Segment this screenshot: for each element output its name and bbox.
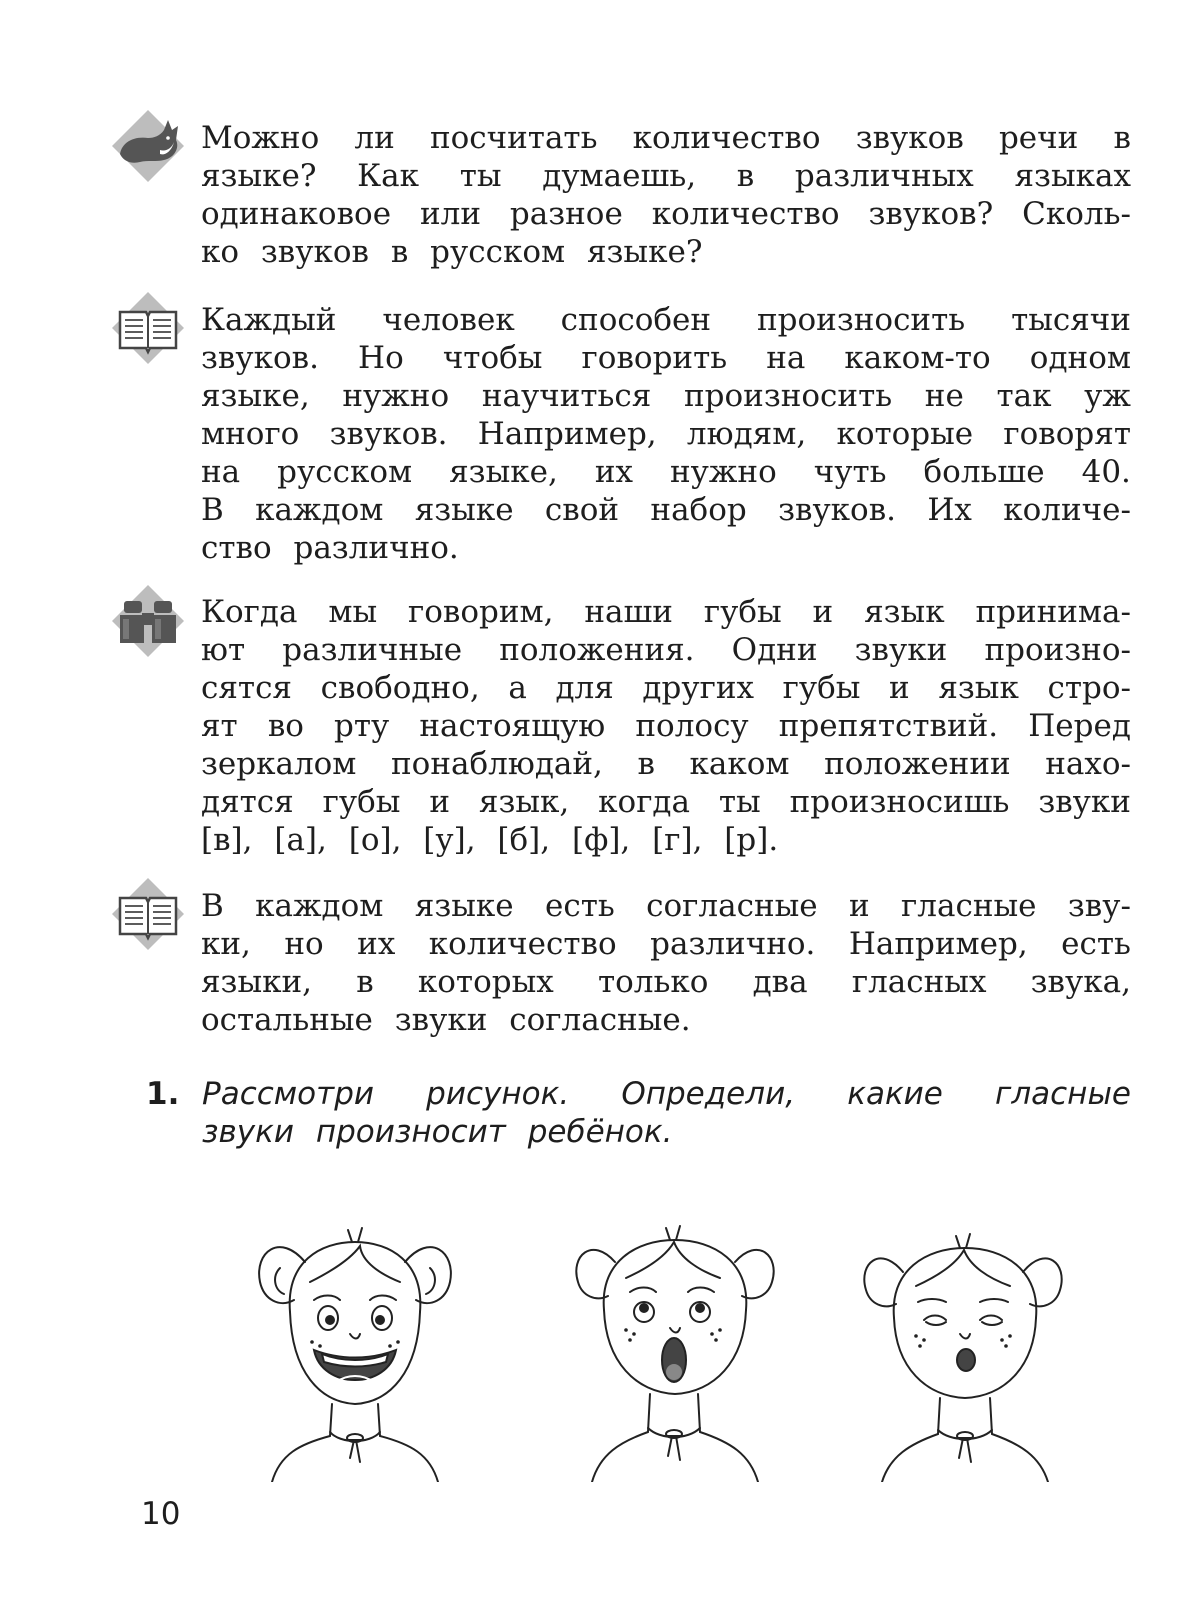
task-number: 1.: [146, 1076, 180, 1112]
text-line: дятся губы и язык, когда ты произносишь звуки: [201, 784, 1131, 820]
text-line: одинаковое или разное количество звуков? Сколь-: [201, 196, 1131, 232]
text-line: ко звуков в русском языке?: [201, 234, 703, 270]
paragraph-consonants-vowels: [201, 887, 1131, 1039]
text-line: Когда мы говорим, наши губы и язык принима-: [201, 594, 1131, 630]
text-line: на русском языке, их нужно чуть больше 40.: [201, 454, 1131, 490]
text-line: языке, нужно научиться произносить не так уж: [201, 378, 1131, 414]
text-line: Можно ли посчитать количество звуков речи в: [201, 120, 1131, 156]
text-line: остальные звуки согласные.: [201, 1002, 691, 1038]
text-line: ят во рту настоящую полосу препятствий. Перед: [201, 708, 1131, 744]
text-line: много звуков. Например, людям, которые говорят: [201, 416, 1131, 452]
text-line: языке? Как ты думаешь, в различных языках: [201, 158, 1131, 194]
girl-round-mouth-icon: [858, 1222, 1068, 1482]
text-line: В каждом языке свой набор звуков. Их количе-: [201, 492, 1131, 528]
paragraph-sound-count-question: [201, 119, 1131, 271]
text-line: языки, в которых только два гласных звука,: [201, 964, 1131, 1000]
book-icon: [110, 876, 186, 952]
text-line: зеркалом понаблюдай, в каком положении нахо-: [201, 746, 1131, 782]
text-line: ют различные положения. Одни звуки произно-: [201, 632, 1131, 668]
fox-icon: [110, 108, 186, 184]
girl-smiling-icon: [250, 1222, 460, 1482]
text-line: ки, но их количество различно. Например, есть: [201, 926, 1131, 962]
text-line: ство различно.: [201, 530, 459, 566]
binoculars-icon: [110, 583, 186, 659]
girl-open-mouth-icon: [570, 1222, 780, 1482]
task-line: звуки произносит ребёнок.: [202, 1114, 673, 1150]
text-line: [в], [а], [о], [у], [б], [ф], [г], [р].: [201, 822, 779, 858]
task-instruction: [202, 1075, 1131, 1151]
text-line: Каждый человек способен произносить тысячи: [201, 302, 1131, 338]
text-line: звуков. Но чтобы говорить на каком-то одном: [201, 340, 1131, 376]
page-number: 10: [141, 1496, 181, 1532]
task-line: Рассмотри рисунок. Определи, какие гласные: [202, 1076, 1131, 1112]
paragraph-thousands-of-sounds: [201, 301, 1131, 567]
text-line: сятся свободно, а для других губы и язык стро-: [201, 670, 1131, 706]
text-line: В каждом языке есть согласные и гласные зву-: [201, 888, 1131, 924]
book-icon: [110, 290, 186, 366]
paragraph-lips-and-tongue: [201, 593, 1131, 859]
